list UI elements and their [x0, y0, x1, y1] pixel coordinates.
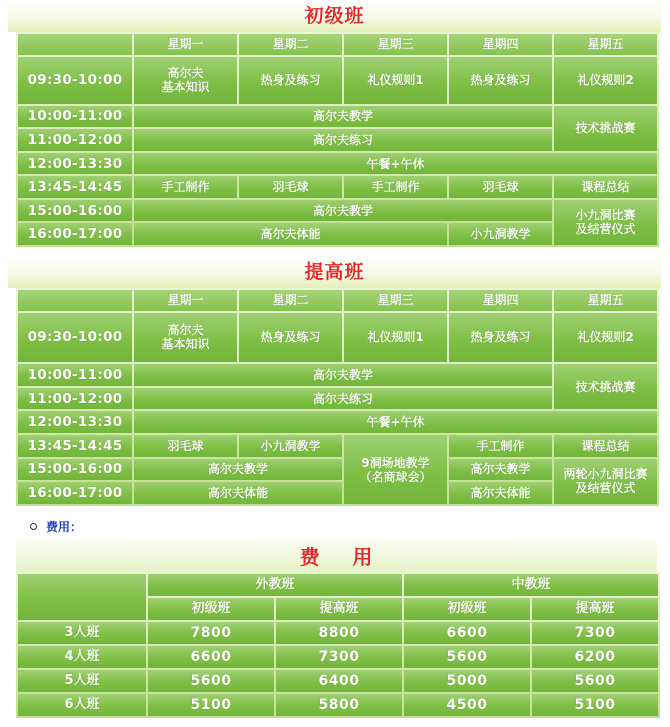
table-row [18, 694, 658, 716]
table-row [18, 411, 657, 433]
activity-cell: 高尔夫练习 [134, 388, 552, 410]
activity-cell: 小九洞教学 [239, 435, 342, 457]
activity-cell: 课程总结 [554, 176, 657, 198]
time-slot: 16:00-17:00 [18, 223, 132, 245]
table-row [18, 622, 658, 644]
price-cell: 6200 [532, 646, 658, 668]
table-header-row [18, 34, 657, 55]
price-cell: 5600 [148, 670, 274, 692]
time-slot: 11:00-12:00 [18, 388, 132, 410]
price-cell: 6400 [276, 670, 402, 692]
corner-cell [18, 34, 132, 55]
price-cell: 5100 [532, 694, 658, 716]
advanced-title-banner [8, 256, 661, 288]
price-cell: 7800 [148, 622, 274, 644]
table-row [18, 459, 657, 481]
activity-cell: 高尔夫教学 [134, 106, 552, 128]
day-header: 星期二 [239, 34, 342, 55]
beginner-schedule-table [16, 32, 659, 247]
activity-cell: 高尔夫教学 [134, 459, 342, 481]
activity-cell: 羽毛球 [449, 176, 552, 198]
price-cell: 8800 [276, 622, 402, 644]
level-header: 提高班 [276, 598, 402, 620]
advanced-title: 提高班 [304, 261, 365, 283]
activity-cell: 午餐+午休 [134, 153, 657, 175]
activity-cell: 高尔夫 基本知识 [134, 57, 237, 104]
time-slot: 11:00-12:00 [18, 129, 132, 151]
activity-cell: 高尔夫练习 [134, 129, 552, 151]
time-slot: 13:45-14:45 [18, 435, 132, 457]
activity-cell: 技术挑战赛 [554, 364, 657, 409]
beginner-title: 初级班 [304, 5, 365, 27]
table-header-row [18, 290, 657, 311]
day-header: 星期四 [449, 290, 552, 311]
time-slot: 10:00-11:00 [18, 106, 132, 128]
advanced-schedule-table [16, 288, 659, 506]
class-size-label: 6人班 [18, 694, 146, 716]
table-row [18, 435, 657, 457]
table-row [18, 364, 657, 386]
activity-cell: 礼仪规则2 [554, 313, 657, 362]
time-slot: 15:00-16:00 [18, 200, 132, 222]
corner-cell [18, 574, 146, 620]
price-cell: 5000 [404, 670, 530, 692]
price-cell: 5800 [276, 694, 402, 716]
activity-cell: 高尔夫教学 [449, 459, 552, 481]
price-cell: 5600 [404, 646, 530, 668]
level-header: 提高班 [532, 598, 658, 620]
time-slot: 12:00-13:30 [18, 411, 132, 433]
time-slot: 16:00-17:00 [18, 482, 132, 504]
class-size-label: 5人班 [18, 670, 146, 692]
time-slot: 09:30-10:00 [18, 57, 132, 104]
table-row [18, 57, 657, 104]
price-cell: 4500 [404, 694, 530, 716]
group-header: 中教班 [404, 574, 658, 596]
activity-cell: 礼仪规则1 [344, 57, 447, 104]
activity-cell: 手工制作 [344, 176, 447, 198]
price-cell: 5100 [148, 694, 274, 716]
activity-cell: 羽毛球 [239, 176, 342, 198]
table-row [18, 106, 657, 128]
fee-title-banner [16, 540, 657, 574]
day-header: 星期四 [449, 34, 552, 55]
level-header: 初级班 [148, 598, 274, 620]
activity-cell: 热身及练习 [449, 313, 552, 362]
activity-cell: 礼仪规则1 [344, 313, 447, 362]
class-size-label: 3人班 [18, 622, 146, 644]
table-row [18, 313, 657, 362]
activity-cell: 小九洞比赛 及结营仪式 [554, 200, 657, 245]
activity-cell: 技术挑战赛 [554, 106, 657, 151]
activity-cell: 9洞场地教学 （名商球会） [344, 435, 447, 504]
price-cell: 6600 [404, 622, 530, 644]
activity-cell: 高尔夫教学 [134, 200, 552, 222]
activity-cell: 课程总结 [554, 435, 657, 457]
time-slot: 10:00-11:00 [18, 364, 132, 386]
activity-cell: 高尔夫 基本知识 [134, 313, 237, 362]
day-header: 星期三 [344, 34, 447, 55]
activity-cell: 高尔夫体能 [449, 482, 552, 504]
table-header-row [18, 574, 658, 596]
price-cell: 7300 [532, 622, 658, 644]
group-header: 外教班 [148, 574, 402, 596]
activity-cell: 手工制作 [134, 176, 237, 198]
day-header: 星期一 [134, 290, 237, 311]
class-size-label: 4人班 [18, 646, 146, 668]
day-header: 星期五 [554, 34, 657, 55]
fee-title: 费 用 [299, 545, 374, 569]
activity-cell: 羽毛球 [134, 435, 237, 457]
day-header: 星期二 [239, 290, 342, 311]
time-slot: 09:30-10:00 [18, 313, 132, 362]
price-cell: 5600 [532, 670, 658, 692]
fee-list-item [30, 518, 82, 534]
level-header: 初级班 [404, 598, 530, 620]
activity-cell: 午餐+午休 [134, 411, 657, 433]
activity-cell: 小九洞教学 [449, 223, 552, 245]
activity-cell: 热身及练习 [239, 57, 342, 104]
activity-cell: 手工制作 [449, 435, 552, 457]
activity-cell: 两轮小九洞比赛 及结营仪式 [554, 459, 657, 504]
day-header: 星期三 [344, 290, 447, 311]
table-row [18, 200, 657, 222]
fee-link[interactable]: 费用： [46, 520, 83, 534]
beginner-title-banner [8, 0, 661, 32]
circle-bullet-icon [30, 523, 37, 530]
table-row [18, 646, 658, 668]
activity-cell: 礼仪规则2 [554, 57, 657, 104]
activity-cell: 热身及练习 [239, 313, 342, 362]
activity-cell: 热身及练习 [449, 57, 552, 104]
time-slot: 15:00-16:00 [18, 459, 132, 481]
activity-cell: 高尔夫体能 [134, 482, 342, 504]
activity-cell: 高尔夫教学 [134, 364, 552, 386]
corner-cell [18, 290, 132, 311]
table-row [18, 176, 657, 198]
fee-table [16, 572, 660, 718]
table-row [18, 153, 657, 175]
day-header: 星期五 [554, 290, 657, 311]
table-row [18, 670, 658, 692]
price-cell: 6600 [148, 646, 274, 668]
day-header: 星期一 [134, 34, 237, 55]
activity-cell: 高尔夫体能 [134, 223, 447, 245]
price-cell: 7300 [276, 646, 402, 668]
time-slot: 13:45-14:45 [18, 176, 132, 198]
time-slot: 12:00-13:30 [18, 153, 132, 175]
